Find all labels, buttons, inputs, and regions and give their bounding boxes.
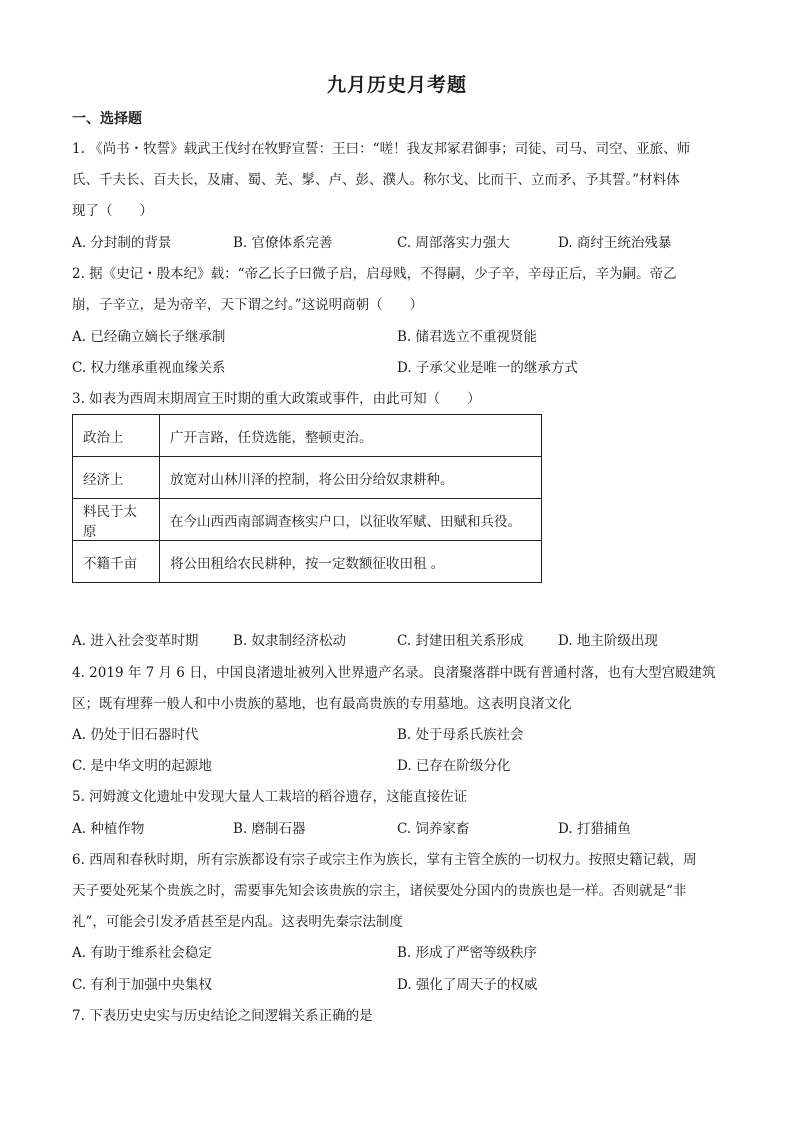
q1-stem-line-3: 现了（ ） <box>72 203 153 219</box>
table-cell-value: 广开言路，任贷选能，整顿吏治。 <box>160 415 542 457</box>
table-cell-value: 将公田租给农民耕种，按一定数额征收田租 。 <box>160 541 542 583</box>
table-cell-key: 经济上 <box>73 457 160 499</box>
q3-option-a: A. 进入社会变革时期 <box>72 633 199 649</box>
q4-option-a: A. 仍处于旧石器时代 <box>72 727 199 743</box>
table-cell-value: 放宽对山林川泽的控制，将公田分给奴隶耕种。 <box>160 457 542 499</box>
q2-option-c: C. 权力继承重视血缘关系 <box>72 360 226 376</box>
q5-option-d: D. 打猎捕鱼 <box>558 821 631 837</box>
q6-stem-line-3: 礼”，可能会引发矛盾甚至是内乱。这表明先秦宗法制度 <box>72 914 403 930</box>
table-row <box>73 415 542 457</box>
q5-option-a: A. 种植作物 <box>72 821 145 837</box>
q3-option-d: D. 地主阶级出现 <box>558 633 658 649</box>
q1-option-b: B. 官僚体系完善 <box>233 235 333 251</box>
q3-stem: 3. 如表为西周末期周宣王时期的重大政策或事件，由此可知（ ） <box>72 391 481 407</box>
q3-option-c: C. 封建田租关系形成 <box>397 633 524 649</box>
q3-option-b: B. 奴隶制经济松动 <box>233 633 347 649</box>
q1-stem-line-1: 1. 《尚书・牧誓》载武王伐纣在牧野宣誓：王曰：“嗟！我友邦冢君御事；司徒、司马、司空、亚旅、师 <box>72 141 691 157</box>
table-cell-key: 料民于太原 <box>73 499 160 541</box>
q1-option-c: C. 周部落实力强大 <box>397 235 510 251</box>
section-heading: 一、选择题 <box>72 111 142 127</box>
q6-option-d: D. 强化了周天子的权威 <box>397 977 538 993</box>
q6-option-b: B. 形成了严密等级秩序 <box>397 945 538 961</box>
q6-option-c: C. 有利于加强中央集权 <box>72 977 212 993</box>
q5-option-b: B. 磨制石器 <box>233 821 306 837</box>
table-row <box>73 457 542 499</box>
q2-option-d: D. 子承父业是唯一的继承方式 <box>397 360 578 376</box>
q5-stem: 5. 河姆渡文化遗址中发现大量人工栽培的稻谷遗存，这能直接佐证 <box>72 789 468 805</box>
q1-option-d: D. 商纣王统治残暴 <box>558 235 672 251</box>
q2-stem-line-1: 2. 据《史记・殷本纪》载：“帝乙长子曰微子启，启母贱，不得嗣，少子辛，辛母正后，辛为嗣。帝乙 <box>72 266 677 282</box>
q4-stem-line-2: 区；既有埋葬一般人和中小贵族的墓地，也有最高贵族的专用墓地。这表明良渚文化 <box>72 696 572 712</box>
q2-option-b: B. 储君选立不重视贤能 <box>397 329 538 345</box>
q4-stem-line-1: 4. 2019 年 7 月 6 日，中国良渚遗址被列入世界遗产名录。良渚聚落群中既有普通村落，也有大型宫殿建筑 <box>72 665 716 681</box>
q6-stem-line-2: 天子要处死某个贵族之时，需要事先知会该贵族的宗主，诸侯要处分国内的贵族也是一样。否则就是“非 <box>72 883 687 899</box>
q4-option-b: B. 处于母系氏族社会 <box>397 727 524 743</box>
table-cell-key: 不籍千亩 <box>73 541 160 583</box>
q2-option-a: A. 已经确立嫡长子继承制 <box>72 329 226 345</box>
q1-option-a: A. 分封制的背景 <box>72 235 172 251</box>
table-row <box>73 499 542 541</box>
table-cell-key: 政治上 <box>73 415 160 457</box>
table-cell-value: 在今山西西南部调查核实户口，以征收军赋、田赋和兵役。 <box>160 499 542 541</box>
q6-stem-line-1: 6. 西周和春秋时期，所有宗族都设有宗子或宗主作为族长，掌有主管全族的一切权力。按照史籍记载，周 <box>72 852 697 868</box>
table-row <box>73 541 542 583</box>
q7-stem: 7. 下表历史史实与历史结论之间逻辑关系正确的是 <box>72 1008 373 1024</box>
q4-option-d: D. 已存在阶级分化 <box>397 758 511 774</box>
q5-option-c: C. 饲养家畜 <box>397 821 470 837</box>
q3-table <box>72 414 542 583</box>
q1-stem-line-2: 氏、千夫长、百夫长，及庸、蜀、羌、髳、卢、彭、濮人。称尔戈、比而干、立而矛、予其誓。”材料体 <box>72 172 680 188</box>
q2-stem-line-2: 崩，子辛立，是为帝辛，天下谓之纣。”这说明商朝（ ） <box>72 297 424 313</box>
q6-option-a: A. 有助于维系社会稳定 <box>72 945 212 961</box>
q4-option-c: C. 是中华文明的起源地 <box>72 758 212 774</box>
page-title: 九月历史月考题 <box>326 74 467 96</box>
